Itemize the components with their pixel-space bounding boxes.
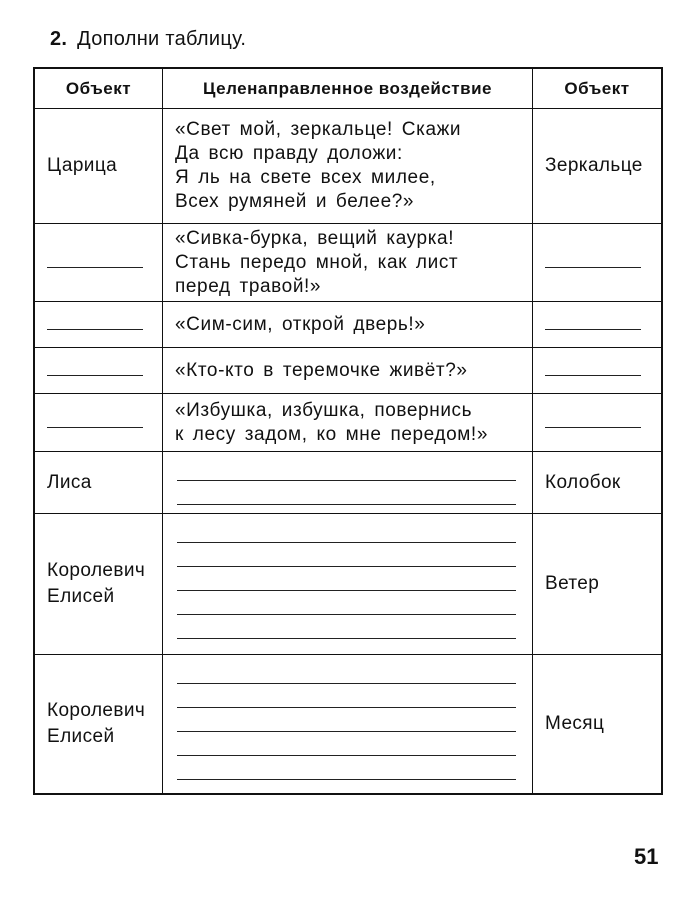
table-row — [35, 452, 661, 514]
table-header-row — [35, 69, 661, 109]
object-cell — [533, 302, 661, 347]
answer-line[interactable] — [177, 638, 516, 639]
object-cell: Колобок — [545, 471, 621, 493]
answer-lines — [177, 655, 516, 793]
answer-blank[interactable] — [545, 267, 641, 268]
header-action: Целенаправленное воздействие — [163, 69, 533, 108]
quote-line: к лесу задом, ко мне передом!» — [175, 423, 488, 445]
answer-blank[interactable] — [47, 267, 143, 268]
answer-blank[interactable] — [545, 375, 641, 376]
answer-line[interactable] — [177, 504, 516, 505]
subject-cell — [35, 514, 163, 654]
table-row — [35, 394, 661, 452]
subject-cell — [35, 224, 163, 301]
subject-line: Королевич — [47, 700, 146, 721]
table-row — [35, 655, 661, 793]
action-cell — [163, 224, 533, 301]
answer-blank[interactable] — [47, 329, 143, 330]
quote-line: «Сим-сим, открой дверь!» — [175, 313, 426, 335]
answer-blank[interactable] — [47, 427, 143, 428]
quote-line: Я ль на свете всех милее, — [175, 167, 436, 188]
answer-line[interactable] — [177, 755, 516, 756]
action-cell — [163, 655, 533, 793]
answer-line[interactable] — [177, 779, 516, 780]
object-cell: Зеркальце — [545, 155, 643, 176]
subject-cell: Лиса — [35, 452, 163, 513]
answer-line[interactable] — [177, 707, 516, 708]
action-cell — [163, 394, 533, 451]
quote-line: Всех румяней и белее?» — [175, 191, 415, 212]
task-text: Дополни таблицу. — [77, 28, 247, 50]
subject-line: Королевич — [47, 560, 146, 581]
action-cell — [163, 302, 533, 347]
answer-line[interactable] — [177, 566, 516, 567]
subject-cell: Царица — [35, 109, 163, 223]
action-quote — [175, 227, 458, 299]
action-cell — [163, 348, 533, 393]
subject-line: Елисей — [47, 586, 115, 607]
action-quote — [175, 399, 488, 447]
action-quote — [175, 118, 461, 214]
subject-cell — [35, 394, 163, 451]
quote-line: Стань передо мной, как лист — [175, 251, 459, 273]
task-title — [50, 28, 246, 51]
header-object: Объект — [564, 78, 630, 98]
subject-cell — [35, 655, 163, 793]
action-quote — [175, 313, 425, 337]
action-cell — [163, 452, 533, 513]
action-cell — [163, 109, 533, 223]
quote-line: перед травой!» — [175, 275, 322, 297]
quote-line: «Сивка-бурка, вещий каурка! — [175, 227, 455, 249]
table-row — [35, 514, 661, 655]
answer-blank[interactable] — [47, 375, 143, 376]
answer-line[interactable] — [177, 683, 516, 684]
answer-line[interactable] — [177, 590, 516, 591]
object-cell — [533, 348, 661, 393]
quote-line: Да всю правду доложи: — [175, 143, 403, 164]
object-cell: Месяц — [545, 713, 605, 734]
table-row — [35, 302, 661, 348]
task-number: 2. — [50, 28, 68, 50]
subject-line: Елисей — [47, 726, 115, 747]
subject-cell — [35, 348, 163, 393]
answer-lines — [177, 514, 516, 654]
object-cell: Ветер — [545, 573, 600, 594]
action-quote — [175, 359, 468, 383]
table-row — [35, 109, 661, 224]
table-row — [35, 348, 661, 394]
quote-line: «Кто-кто в теремочке живёт?» — [175, 359, 468, 381]
page-number: 51 — [634, 844, 659, 869]
subject-cell — [35, 302, 163, 347]
answer-line[interactable] — [177, 480, 516, 481]
quote-line: «Избушка, избушка, повернись — [175, 399, 473, 421]
action-cell — [163, 514, 533, 654]
answer-line[interactable] — [177, 731, 516, 732]
answer-lines — [177, 452, 516, 513]
answer-line[interactable] — [177, 614, 516, 615]
answer-blank[interactable] — [545, 329, 641, 330]
object-cell — [533, 394, 661, 451]
object-cell — [533, 224, 661, 301]
header-subject: Объект — [35, 69, 163, 108]
table-row — [35, 224, 661, 302]
answer-line[interactable] — [177, 542, 516, 543]
answer-blank[interactable] — [545, 427, 641, 428]
fill-in-table — [33, 67, 663, 795]
quote-line: «Свет мой, зеркальце! Скажи — [175, 119, 462, 140]
